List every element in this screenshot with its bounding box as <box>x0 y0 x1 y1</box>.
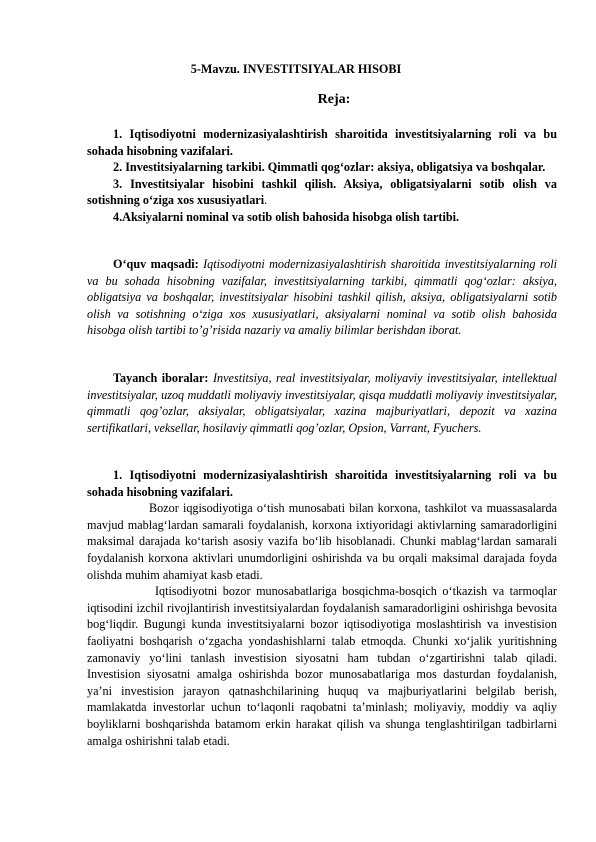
section-1-heading: 1. Iqtisodiyotni modernizasiyalashtirish sharoitida investitsiyalarning roli va bu sohada hisobning vazifalari. <box>87 468 557 499</box>
keywords-label: Tayanch iboralar: <box>113 371 209 385</box>
paragraph-2: Iqtisodiyotni bozor munosabatlariga bosqichma-bosqich o‘tkazish va tarmoqlar iqtisodini izchil rivojlantirish investitsiyalardan foydalanish samaradorligini oshirishga bevosita bog‘liqdir. Bugungi kunda investitsiyalarni bozor iqtisodiyotiga moslashtirish va investision faoliyatni boshqarish o‘zgacha yondashishlarni talab etmoqda. Chunki xo‘jalik yuritishning zamonaviy yo‘lini tanlash investision siyosatni ham tubdan o‘zgartirishni talab qiladi. Investision siyosatni amalga oshirishda bozor munosabatlariga mos dasturdan foydalanish, ya’ni investision jarayon qatnashchilarining huquq va majburiyatlarini belgilab berish, mamlakatda investorlar uchun to‘laqonli raqobatni ta’minlash; moliyaviy, moddiy va aqliy boyliklarni boshqarishda batamom erkin harakat qilish va shunga tenglashtirilgan tadbirlarni amalga oshirishni talab etadi. <box>87 584 557 748</box>
plan-item-4: 4.Aksiyalarni nominal va sotib olish bahosida hisobga olish tartibi. <box>113 209 460 224</box>
plan-heading: Reja: <box>317 92 351 107</box>
goal-text: Iqtisodiyotni modernizasiyalashtirish sharoitida investitsiyalarning roli va bu sohada hisobning vazifalar, investitsiyalarning tarkibi, qimmatli qog‘ozlar: aksiya, obligatsiya va boshqalar, investitsiyalar hisobini tashkil qilish, aksiya, obligatsiyalarni sotib olish va sotishning o‘ziga xos xususiyatlari, aksiyalarni nominal va sotib olish bahosida hisobga olish tartibi to’g’risida nazariy va amaliy bilimlar berishdan iborat. <box>87 257 557 338</box>
document-title: 5-Mavzu. INVESTITSIYALAR HISOBI <box>190 62 402 76</box>
plan-item-2: 2. Investitsiyalarning tarkibi. Qimmatli qog‘ozlar: aksiya, obligatsiya va boshqalar. <box>113 160 546 175</box>
goal-paragraph <box>87 256 557 339</box>
keywords-paragraph <box>87 370 557 436</box>
section-1 <box>87 467 557 749</box>
goal-label: O‘quv maqsadi: <box>113 257 199 271</box>
paragraph-1: Bozor iqgisodiyotiga o‘tish munosabati bilan korxona, tashkilot va muassasalarda mavjud mablag‘lardan samarali foydalanish, korxona ixtiyoridagi aktivlarning samaradorligini maksimal darajada ko‘tarish asosiy vazifa bo‘lib hisoblanadi. Chunki mablag‘lardan samarali foydalanish korxona aktivlari unumdorligini oshirishda va bu orqali maksimal darajada foyda olishda muhim ahamiyat kasb etadi. <box>87 501 557 582</box>
plan-item-1: 1. Iqtisodiyotni modernizasiyalashtirish sharoitida investitsiyalarning roli va bu sohada hisobning vazifalari. <box>87 127 557 158</box>
keywords-text: Investitsiya, real investitsiyalar, moliyaviy investitsiyalar, intellektual investitsiyalar, uzoq muddatli moliyaviy investitsiyalar, qisqa muddatli moliyaviy investitsiyalar, qimmatli qog’ozlar, aksiyalar, obligatsiyalar, xazina majburiyatlari, depozit va xazina sertifikatlari, veksellar, hosilaviy qimmatli qog’ozlar, Opsion, Varrant, Fyuchers. <box>87 371 557 435</box>
plan-item-3: 3. Investitsiyalar hisobini tashkil qilish. Aksiya, obligatsiyalarni sotib olish va sotishning o‘ziga xos xususiyatlari. <box>87 176 557 208</box>
plan-list <box>87 126 557 226</box>
